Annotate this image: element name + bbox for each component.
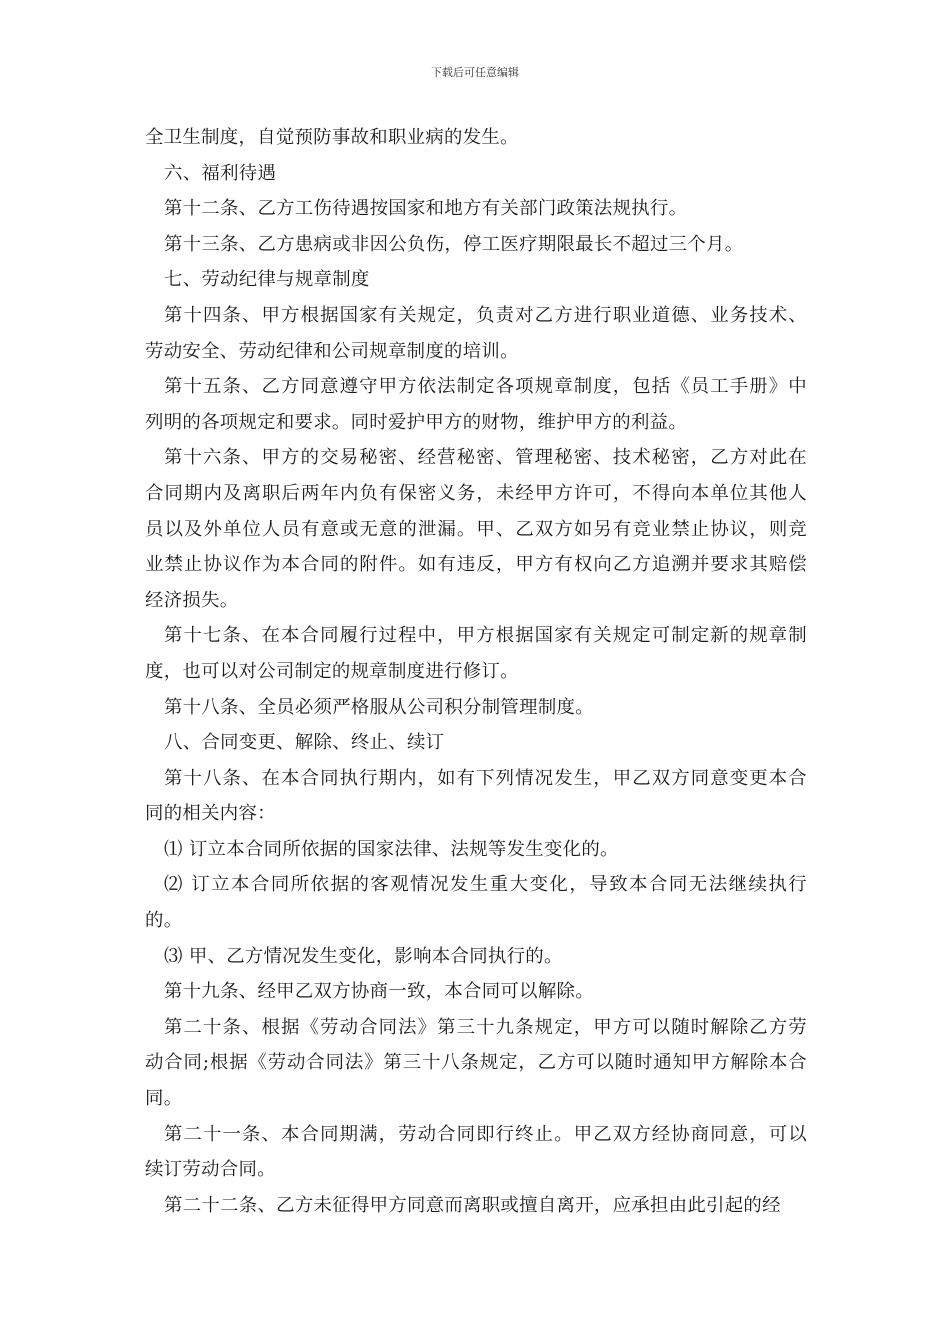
paragraph-line: 第二十条、根据《劳动合同法》第三十九条规定，甲方可以随时解除乙方劳 [164, 1016, 807, 1038]
paragraph [145, 191, 807, 227]
paragraph-line: 度，也可以对公司制定的规章制度进行修订。 [145, 660, 519, 682]
paragraph-line: 列明的各项规定和要求。同时爱护甲方的财物，维护甲方的利益。 [145, 411, 688, 433]
paragraph-line: 第十五条、乙方同意遵守甲方依法制定各项规章制度，包括《员工手册》中 [164, 376, 807, 398]
paragraph [145, 690, 807, 726]
page-header: 下载后可任意编辑 [431, 66, 519, 79]
paragraph-line: 动合同;根据《劳动合同法》第三十八条规定，乙方可以随时通知甲方解除本合 [145, 1052, 807, 1074]
paragraph [145, 1188, 807, 1224]
paragraph-line: 第十八条、全员必须严格服从公司积分制管理制度。 [164, 696, 594, 718]
paragraph-line: 员以及外单位人员有意或无意的泄漏。甲、乙双方如另有竞业禁止协议，则竞 [145, 518, 807, 540]
paragraph [145, 262, 807, 298]
paragraph [145, 832, 807, 868]
paragraph-line: 第十七条、在本合同履行过程中，甲方根据国家有关规定可制定新的规章制 [164, 625, 807, 647]
paragraph [145, 974, 807, 1010]
paragraph-line: 第十八条、在本合同执行期内，如有下列情况发生，甲乙双方同意变更本合 [164, 767, 807, 789]
paragraph-line: 第十九条、经甲乙双方协商一致，本合同可以解除。 [164, 981, 594, 1003]
document-body [145, 120, 807, 1223]
paragraph-line: 八、合同变更、解除、终止、续订 [164, 732, 445, 754]
paragraph-line: 第十三条、乙方患病或非因公负伤，停工医疗期限最长不超过三个月。 [164, 233, 744, 255]
paragraph-line: 劳动安全、劳动纪律和公司规章制度的培训。 [145, 340, 519, 362]
paragraph-line: ⑴ 订立本合同所依据的国家法律、法规等发生变化的。 [164, 838, 619, 860]
paragraph-line: 同。 [145, 1088, 183, 1110]
paragraph-line: 第二十一条、本合同期满，劳动合同即行终止。甲乙双方经协商同意，可以 [164, 1123, 807, 1145]
paragraph [145, 298, 807, 369]
paragraph-line: 经济损失。 [145, 589, 239, 611]
paragraph [145, 120, 807, 156]
paragraph-line: 业禁止协议作为本合同的附件。如有违反，甲方有权向乙方追溯并要求其赔偿 [145, 554, 807, 576]
paragraph-line: 续订劳动合同。 [145, 1159, 276, 1181]
paragraph-line: 第十四条、甲方根据国家有关规定，负责对乙方进行职业道德、业务技术、 [164, 304, 807, 326]
paragraph [145, 939, 807, 975]
paragraph [145, 440, 807, 618]
paragraph [145, 867, 807, 938]
paragraph-line: 第十六条、甲方的交易秘密、经营秘密、管理秘密、技术秘密，乙方对此在 [164, 447, 807, 469]
paragraph-line: 合同期内及离职后两年内负有保密义务，未经甲方许可，不得向本单位其他人 [145, 482, 807, 504]
paragraph-line: 第十二条、乙方工伤待遇按国家和地方有关部门政策法规执行。 [164, 198, 688, 220]
paragraph-line: 全卫生制度，自觉预防事故和职业病的发生。 [145, 127, 519, 148]
paragraph-line: 六、福利待遇 [164, 162, 277, 184]
paragraph [145, 725, 807, 761]
paragraph-line: 的。 [145, 910, 183, 932]
paragraph-line: 七、劳动纪律与规章制度 [164, 269, 370, 291]
paragraph [145, 227, 807, 263]
paragraph-line: 第二十二条、乙方未征得甲方同意而离职或擅自离开，应承担由此引起的经 [164, 1194, 781, 1216]
paragraph-line: ⑵ 订立本合同所依据的客观情况发生重大变化，导致本合同无法继续执行 [164, 874, 807, 896]
paragraph [145, 1117, 807, 1188]
paragraph [145, 618, 807, 689]
paragraph [145, 369, 807, 440]
paragraph [145, 761, 807, 832]
paragraph-line: ⑶ 甲、乙方情况发生变化，影响本合同执行的。 [164, 945, 563, 967]
paragraph [145, 156, 807, 192]
paragraph [145, 1010, 807, 1117]
paragraph-line: 同的相关内容： [145, 803, 276, 825]
